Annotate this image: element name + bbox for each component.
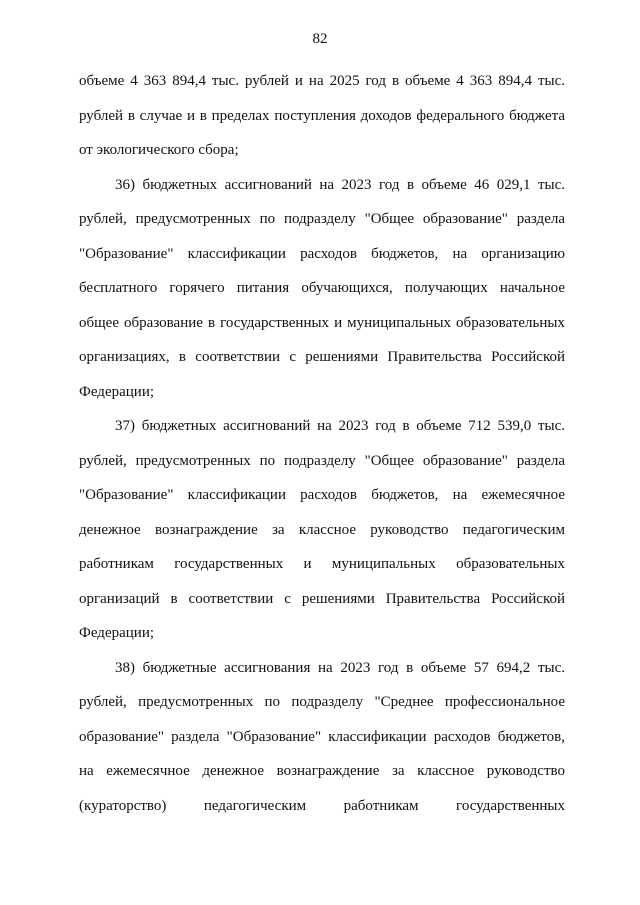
- text-line: организаций в соответствии с решениями Правительства Российской: [79, 590, 565, 607]
- text-line: рублей, предусмотренных по подразделу "Среднее профессиональное: [79, 694, 565, 710]
- text-line: рублей в случае и в пределах поступления доходов федерального бюджета: [79, 107, 565, 124]
- text-line: 37) бюджетных ассигнований на 2023 год в объеме 712 539,0 тыс.: [115, 418, 565, 434]
- text-line: 38) бюджетные ассигнования на 2023 год в объеме 57 694,2 тыс.: [115, 659, 565, 676]
- document-body: [79, 64, 565, 823]
- text-line: рублей, предусмотренных по подразделу "Общее образование" раздела: [79, 452, 565, 469]
- text-line: денежное вознаграждение за классное руководство педагогическим: [79, 521, 565, 538]
- paragraph-item-37: [79, 409, 565, 651]
- paragraph-item-38: [79, 651, 565, 824]
- text-line: бесплатного горячего питания обучающихся, получающих начальное: [79, 280, 565, 296]
- text-line: Федерации;: [79, 383, 155, 400]
- text-line: на ежемесячное денежное вознаграждение за классное руководство: [79, 763, 565, 779]
- text-line: организациях, в соответствии с решениями Правительства Российской: [79, 349, 565, 365]
- text-line: Федерации;: [79, 625, 155, 641]
- text-line: (кураторство) педагогическим работникам государственных: [79, 797, 565, 814]
- text-line: рублей, предусмотренных по подразделу "Общее образование" раздела: [79, 211, 565, 227]
- text-line: образование" раздела "Образование" классификации расходов бюджетов,: [79, 728, 565, 745]
- text-line: общее образование в государственных и муниципальных образовательных: [79, 314, 565, 331]
- paragraph-continuation: [79, 64, 565, 168]
- text-line: "Образование" классификации расходов бюджетов, на ежемесячное: [79, 487, 565, 503]
- text-line: 36) бюджетных ассигнований на 2023 год в объеме 46 029,1 тыс.: [115, 176, 565, 193]
- paragraph-item-36: [79, 168, 565, 410]
- page-number: 82: [312, 31, 328, 47]
- text-line: "Образование" классификации расходов бюджетов, на организацию: [79, 245, 565, 262]
- text-line: от экологического сбора;: [79, 142, 239, 158]
- text-line: работникам государственных и муниципальных образовательных: [79, 556, 565, 572]
- text-line: объеме 4 363 894,4 тыс. рублей и на 2025 год в объеме 4 363 894,4 тыс.: [79, 73, 565, 89]
